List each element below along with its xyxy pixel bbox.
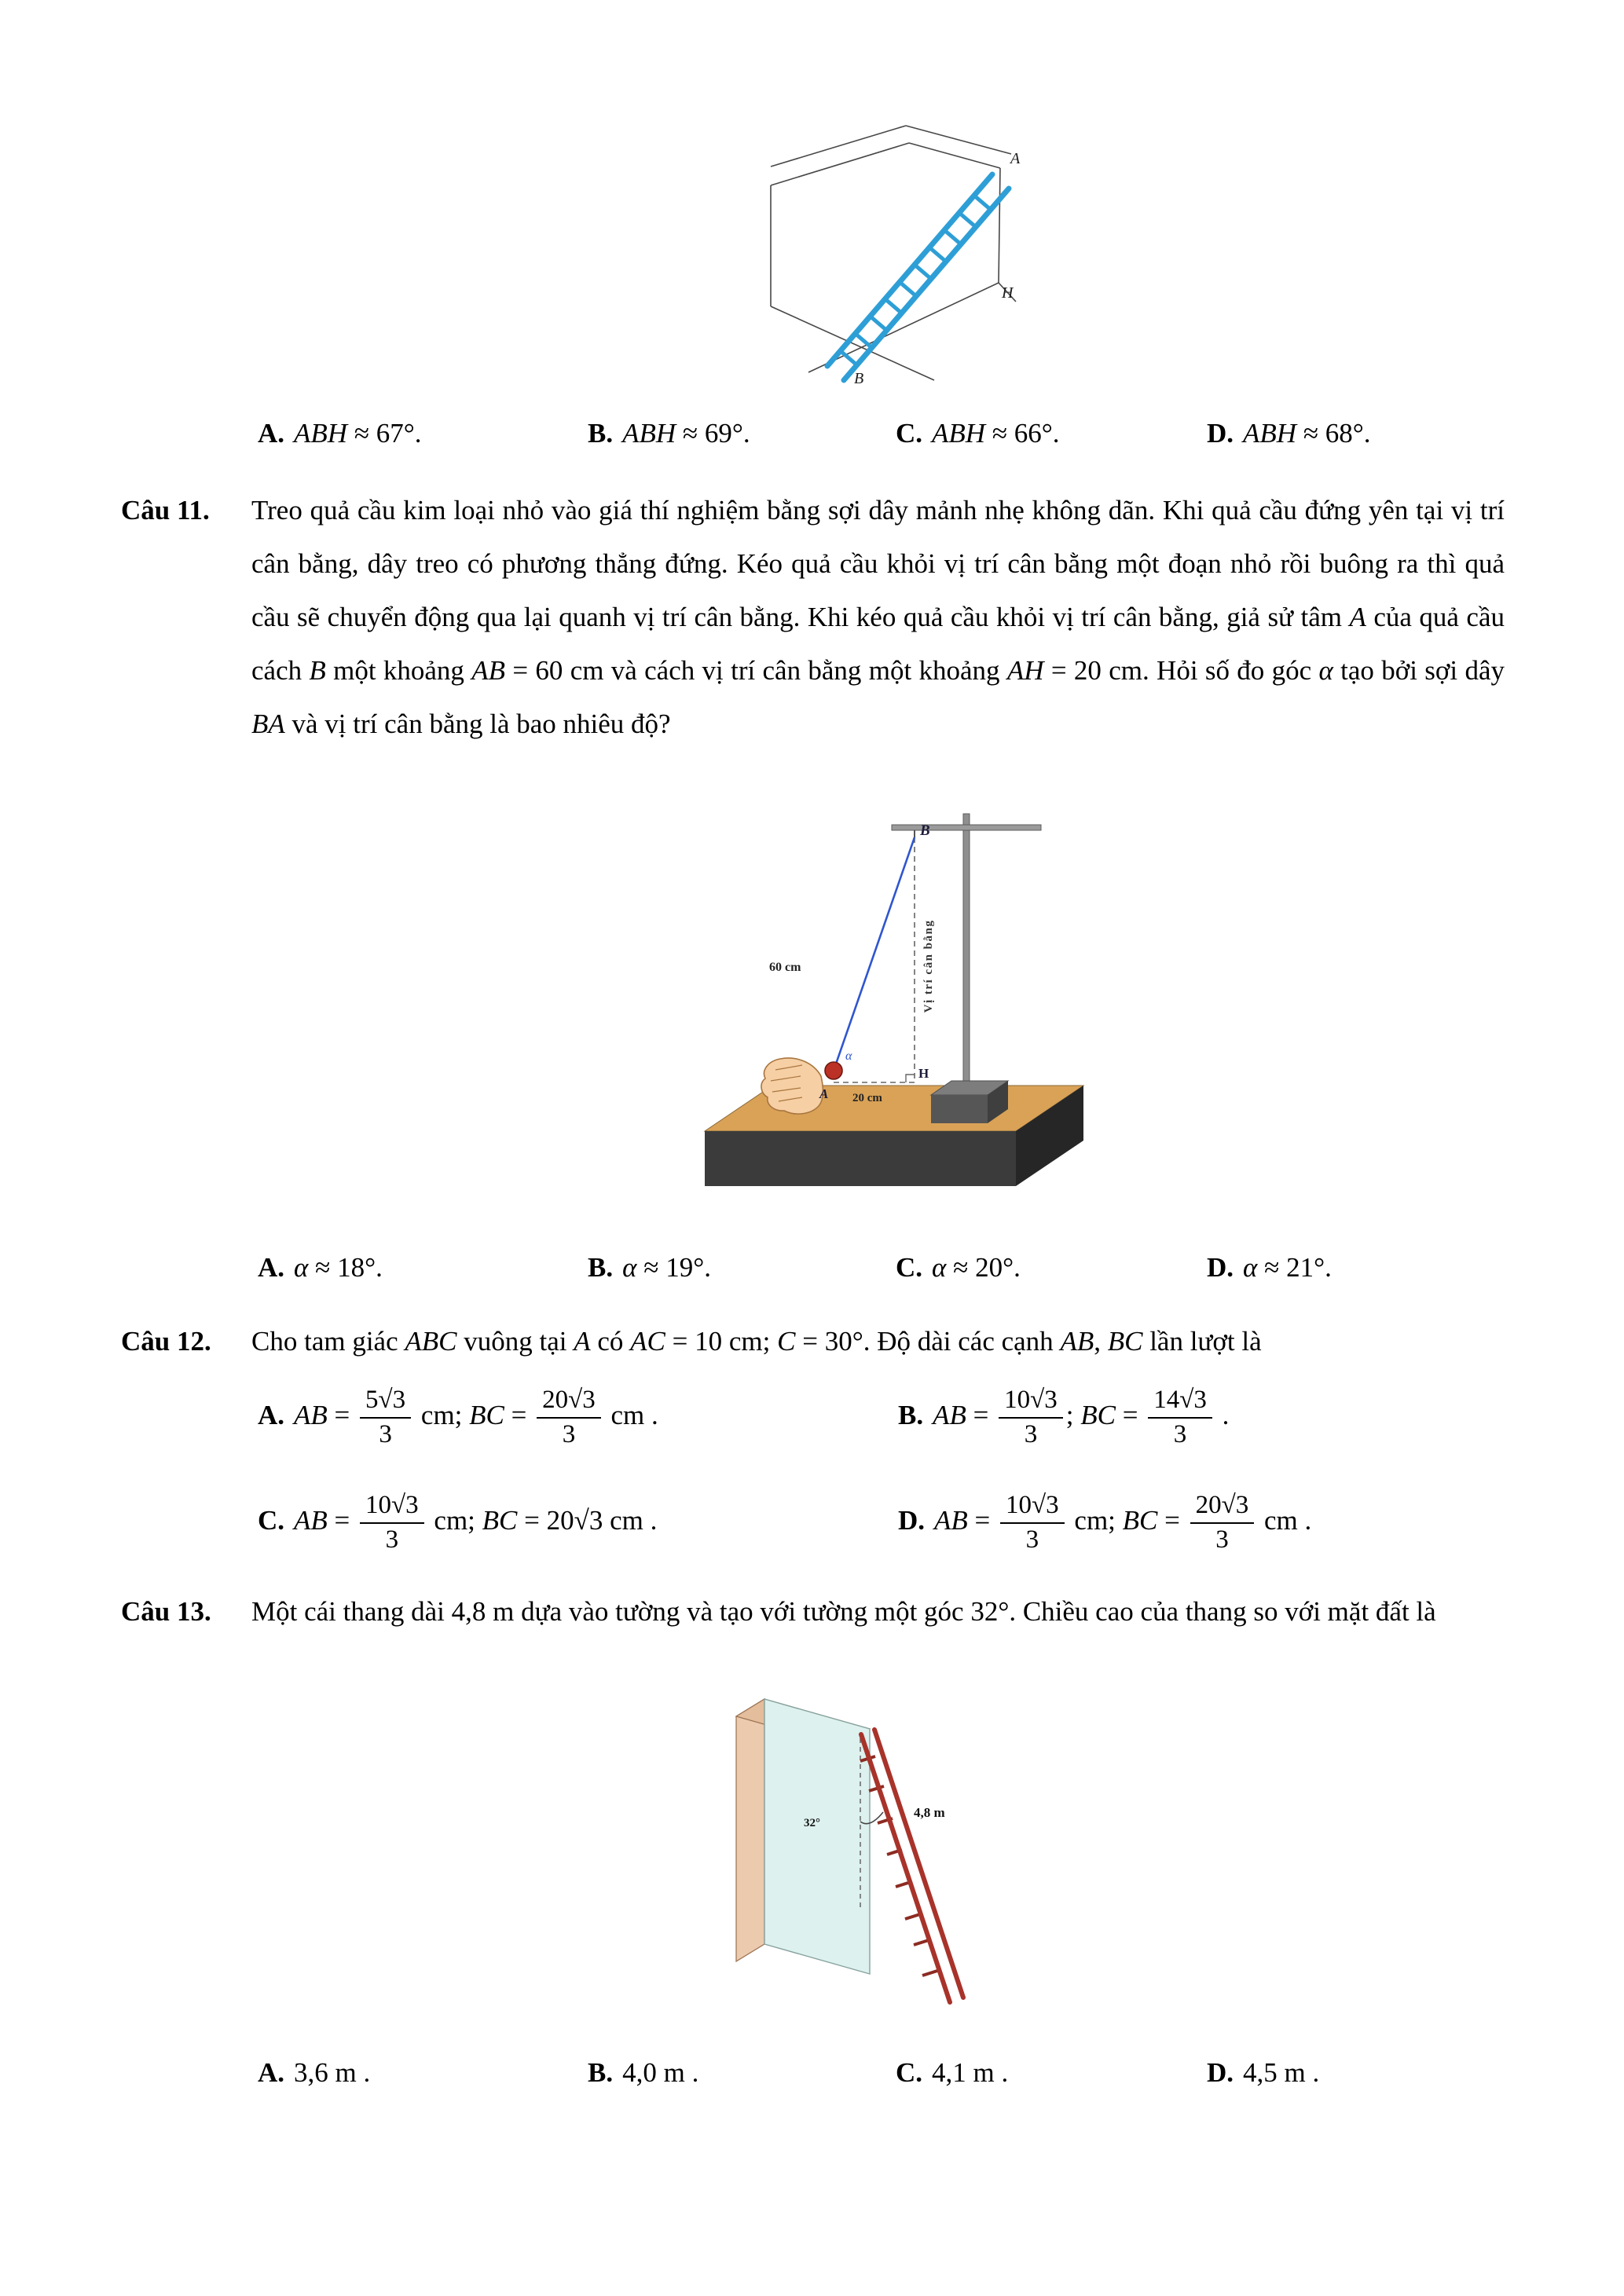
q13-option-a: A. 3,6 m . bbox=[258, 2056, 371, 2088]
question-11 bbox=[121, 484, 1505, 751]
question-12-text: Cho tam giác ABC vuông tại A có AC = 10 cm; C = 30°. Độ dài các cạnh AB, BC lần lượt là bbox=[251, 1326, 1262, 1357]
length-20cm-label: 20 cm bbox=[852, 1092, 882, 1104]
q12-option-b: B. AB = $\frac{10√3}{3}$ ; BC = $\frac{14√3}{3}$ . bbox=[898, 1386, 1230, 1448]
q11-options-row bbox=[258, 1241, 1624, 1294]
prev-options-row bbox=[258, 407, 1624, 460]
prev-ladder-svg bbox=[766, 118, 1025, 385]
figure-q11-pendulum-apparatus bbox=[695, 768, 1088, 1208]
q11-option-a: A. α ≈ 18°. bbox=[258, 1252, 383, 1283]
point-label-b: B bbox=[920, 822, 930, 839]
q13-option-c: C. 4,1 m . bbox=[896, 2056, 1009, 2088]
prev-option-a: A. ABH ≈ 67°. bbox=[258, 418, 422, 449]
ladder bbox=[860, 1730, 963, 2002]
q11-option-b: B. α ≈ 19°. bbox=[588, 1252, 711, 1283]
room-sketch-lines bbox=[771, 126, 1016, 380]
question-13 bbox=[121, 1585, 1505, 1639]
question-13-text: Một cái thang dài 4,8 m dựa vào tường và tạo với tường một góc 32°. Chiều cao của thang so với mặt đất là bbox=[251, 1595, 1436, 1627]
pendulum-string bbox=[834, 837, 915, 1071]
question-11-text: Treo quả cầu kim loại nhỏ vào giá thí nghiệm bằng sợi dây mảnh nhẹ không dãn. Khi quả cầu đứng yên tại vị trí cân bằng, dây treo có phương thẳng đứng. Kéo quả cầu khỏi vị trí cân bằng một đoạn nhỏ rồi buông ra thì quả cầu sẽ chuyển động qua lại quanh vị trí cân bằng. Khi kéo quả cầu khỏi vị trí cân bằng, giả sử tâm A của quả cầu cách B một khoảng AB = 60 cm và cách vị trí cân bằng một khoảng AH = 20 cm. Hỏi số đo góc α tạo bởi sợi dây BA và vị trí cân bằng là bao nhiêu độ? bbox=[251, 495, 1505, 739]
figure-prev-ladder-sketch bbox=[766, 118, 1025, 385]
pendulum-ball bbox=[825, 1062, 842, 1079]
q13-option-d: D. 4,5 m . bbox=[1207, 2056, 1320, 2088]
prev-option-d: D. ABH ≈ 68°. bbox=[1207, 418, 1371, 449]
alpha-angle-label: α bbox=[845, 1049, 852, 1063]
ladder-rungs bbox=[841, 196, 991, 365]
table bbox=[705, 1086, 1083, 1186]
angle-32-label: 32° bbox=[804, 1816, 820, 1829]
prev-option-c: C. ABH ≈ 66°. bbox=[896, 418, 1060, 449]
length-60cm-label: 60 cm bbox=[769, 961, 801, 974]
q13-option-b: B. 4,0 m . bbox=[588, 2056, 699, 2088]
point-label-a: A bbox=[1010, 150, 1021, 167]
q12-option-d: D. AB = $\frac{10√3}{3}$ cm; BC = $\frac{20√3}{3}$ cm . bbox=[898, 1490, 1312, 1554]
length-4-8m-label: 4,8 m bbox=[914, 1804, 945, 1820]
right-angle-mark bbox=[906, 1075, 915, 1082]
q13-options-row bbox=[258, 2046, 1624, 2100]
prev-option-b: B. ABH ≈ 69°. bbox=[588, 418, 750, 449]
point-label-h: H bbox=[1002, 284, 1014, 302]
q12-options-grid bbox=[258, 1386, 1624, 1555]
hand-sketch bbox=[761, 1058, 823, 1114]
q11-option-d: D. α ≈ 21°. bbox=[1207, 1252, 1332, 1283]
point-label-h: H bbox=[918, 1066, 929, 1081]
equilibrium-axis-label: Vị trí cân bằng bbox=[922, 919, 935, 1013]
question-11-number: Câu 11. bbox=[121, 495, 210, 525]
ladder-rails bbox=[827, 174, 1009, 380]
question-13-number: Câu 13. bbox=[121, 1595, 211, 1627]
point-label-b: B bbox=[854, 370, 864, 385]
question-12-number: Câu 12. bbox=[121, 1326, 211, 1357]
q12-option-c: C. AB = $\frac{10√3}{3}$ cm; BC = 20√3 cm . bbox=[258, 1490, 658, 1554]
figure-q13-ladder-wall bbox=[689, 1650, 1003, 2020]
q12-option-a: A. AB = $\frac{5√3}{3}$ cm; BC = $\frac{20√3}{3}$ cm . bbox=[258, 1386, 658, 1448]
pendulum-svg bbox=[695, 768, 1088, 1208]
q11-option-c: C. α ≈ 20°. bbox=[896, 1252, 1021, 1283]
question-12 bbox=[121, 1315, 1505, 1368]
ladder-wall-svg bbox=[689, 1650, 1003, 2020]
wall bbox=[736, 1699, 870, 1974]
point-label-a: A bbox=[819, 1086, 829, 1101]
